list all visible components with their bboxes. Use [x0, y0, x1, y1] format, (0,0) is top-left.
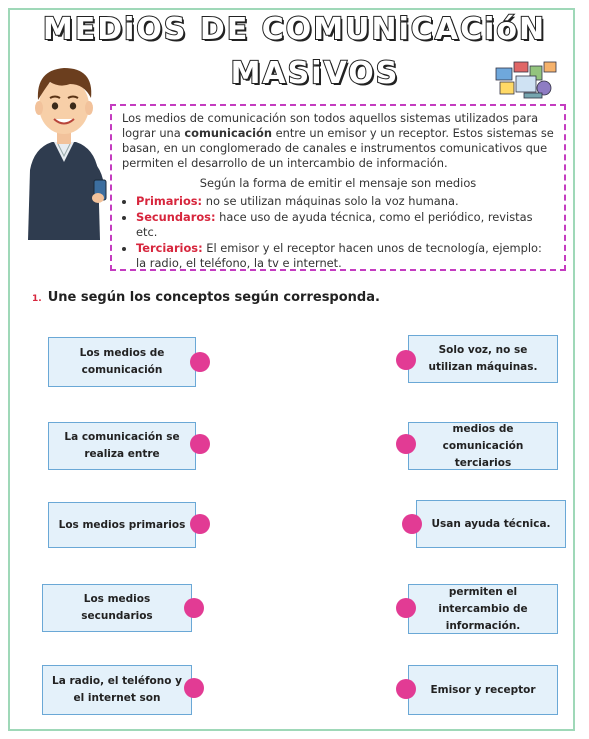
left-box-2: La comunicación se realiza entre: [48, 422, 196, 470]
page-title-line-2: MASiVOS: [230, 56, 400, 91]
term-primarios: Primarios:: [136, 194, 203, 208]
left-box-5: La radio, el teléfono y el internet son: [42, 665, 192, 715]
connector-dot-right-5[interactable]: [396, 679, 416, 699]
intro-text-b: entre un emisor y un receptor. Estos sistemas se basan, en un conglomerado de canales e instrumentos comunicativos que permiten el desarrollo de un intercambio de información.: [122, 126, 554, 170]
desc-terciarios: El emisor y el receptor hacen unos de tecnología, ejemplo: la radio, el teléfono, la tv e internet.: [136, 241, 542, 270]
intro-paragraph: [122, 111, 554, 171]
boy-with-phone-illustration: [14, 40, 114, 240]
connector-dot-left-1[interactable]: [190, 352, 210, 372]
media-types-list: [122, 194, 554, 271]
desc-primarios: no se utilizan máquinas solo la voz humana.: [202, 194, 459, 208]
term-terciarios: Terciarios:: [136, 241, 203, 255]
left-box-1: Los medios de comunicación: [48, 337, 196, 387]
question-heading: [32, 290, 380, 305]
connector-dot-right-1[interactable]: [396, 350, 416, 370]
right-box-5: Emisor y receptor: [408, 665, 558, 715]
connector-dot-left-5[interactable]: [184, 678, 204, 698]
question-text: Une según los conceptos según corresponda.: [47, 290, 380, 305]
question-number: 1.: [32, 294, 42, 304]
right-box-4: permiten el intercambio de información.: [408, 584, 558, 634]
intro-text-a: Los medios de comunicación son todos aquellos sistemas utilizados para lograr una: [122, 111, 539, 140]
connector-dot-right-3[interactable]: [402, 514, 422, 534]
connector-dot-left-3[interactable]: [190, 514, 210, 534]
term-secundarios: Secundaros:: [136, 210, 216, 224]
intro-subtitle: Según la forma de emitir el mensaje son medios: [199, 176, 477, 190]
connector-dot-right-2[interactable]: [396, 434, 416, 454]
left-box-3: Los medios primarios: [48, 502, 196, 548]
left-box-4: Los medios secundarios: [42, 584, 192, 632]
right-box-2: medios de comunicación terciarios: [408, 422, 558, 470]
right-box-1: Solo voz, no se utilizan máquinas.: [408, 335, 558, 383]
desc-secundarios: hace uso de ayuda técnica, como el periódico, revistas etc.: [136, 210, 533, 239]
info-box: [110, 104, 566, 271]
connector-dot-right-4[interactable]: [396, 598, 416, 618]
connector-dot-left-2[interactable]: [190, 434, 210, 454]
intro-text-bold: comunicación: [184, 126, 272, 140]
list-item-secundarios: [136, 210, 554, 240]
connector-dot-left-4[interactable]: [184, 598, 204, 618]
page-title-line-1: MEDiOS DE COMUNiCACióN: [42, 12, 547, 47]
list-item-terciarios: [136, 241, 554, 271]
list-item-primarios: [136, 194, 554, 209]
right-box-3: Usan ayuda técnica.: [416, 500, 566, 548]
media-collage-icon: [494, 60, 558, 100]
